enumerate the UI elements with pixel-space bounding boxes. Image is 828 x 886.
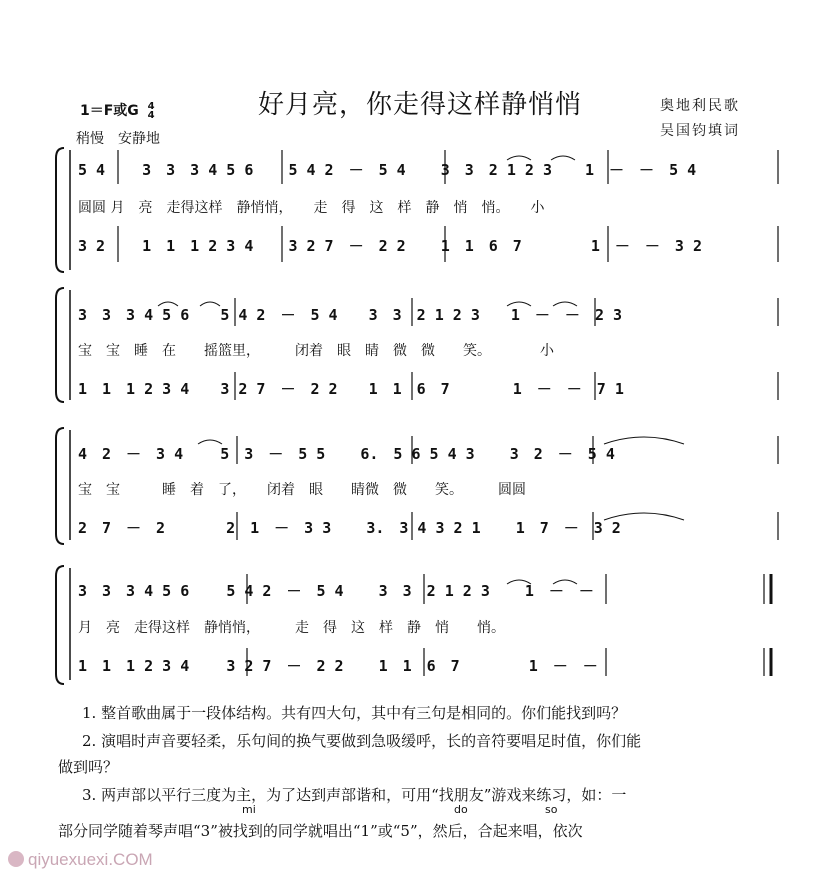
- row1-lower-voice: 3 2 1 1 1 2 3 4 3 2 7 － 2 2 1 1 6 7 1 － － 3 2: [78, 237, 702, 255]
- key-label: 1＝F或G: [80, 103, 139, 119]
- tempo-marking: 稍慢 安静地: [76, 131, 160, 147]
- row3-lyrics: 宝 宝 睡 着 了， 闭着 眼 睛微 微 笑。 圆圆: [78, 482, 526, 498]
- watermark-logo-icon: [8, 851, 24, 867]
- row1-upper-voice: 5 4 3 3 3 4 5 6 5 4 2 － 5 4 3 3 2 1 2 3 1 － － 5 4: [78, 161, 697, 179]
- solfege-so: so: [545, 803, 558, 816]
- row3-lower-voice: 2 7 － 2 2 1 － 3 3 3. 3 4 3 2 1 1 7 － 3 2: [78, 519, 621, 537]
- row2-lyrics: 宝 宝 睡 在 摇篮里， 闭着 眼 睛 微 微 笑。 小: [78, 343, 554, 359]
- solfege-do: do: [454, 803, 468, 816]
- row3-upper-voice: 4 2 － 3 4 5 3 － 5 5 6. 5 6 5 4 3 3 2 － 5 4: [78, 445, 615, 463]
- row4-upper-voice: 3 3 3 4 5 6 5 4 2 － 5 4 3 3 2 1 2 3 1 － －: [78, 582, 594, 600]
- solfege-mi: mi: [242, 803, 256, 816]
- note-3: 3. 两声部以平行三度为主，为了达到声部谐和，可用“找朋友”游戏来练习，如：一: [82, 786, 627, 804]
- time-signature: 4 4: [147, 101, 155, 121]
- row2-upper-voice: 3 3 3 4 5 6 5 4 2 － 5 4 3 3 2 1 2 3 1 － － 2 3: [78, 306, 623, 324]
- note-1: 1. 整首歌曲属于一段体结构。共有四大句，其中有三句是相同的。你们能找到吗？: [82, 704, 627, 722]
- song-title: 好月亮，你走得这样静悄悄: [258, 90, 583, 120]
- row1-lyrics: 圆圆 月 亮 走得这样 静悄悄， 走 得 这 样 静 悄 悄。 小: [78, 200, 545, 216]
- row4-lyrics: 月 亮 走得这样 静悄悄， 走 得 这 样 静 悄 悄。: [78, 620, 505, 636]
- note-3-cont: 部分同学随着琴声唱“3”被找到的同学就唱出“1”或“5”，然后，合起来唱，依次: [58, 822, 583, 840]
- row4-lower-voice: 1 1 1 2 3 4 3 2 7 － 2 2 1 1 6 7 1 － －: [78, 657, 598, 675]
- note-2-cont: 做到吗？: [58, 758, 119, 776]
- row2-lower-voice: 1 1 1 2 3 4 3 2 7 － 2 2 1 1 6 7 1 － － 7 1: [78, 380, 624, 398]
- credit-origin: 奥地利民歌: [660, 98, 740, 114]
- note-2: 2. 演唱时声音要轻柔，乐句间的换气要做到急吸缓呼，长的音符要唱足时值，你们能: [82, 732, 642, 750]
- watermark: qiyuexuexi.COM: [8, 850, 153, 870]
- credit-lyricist: 吴国钧填词: [660, 123, 740, 139]
